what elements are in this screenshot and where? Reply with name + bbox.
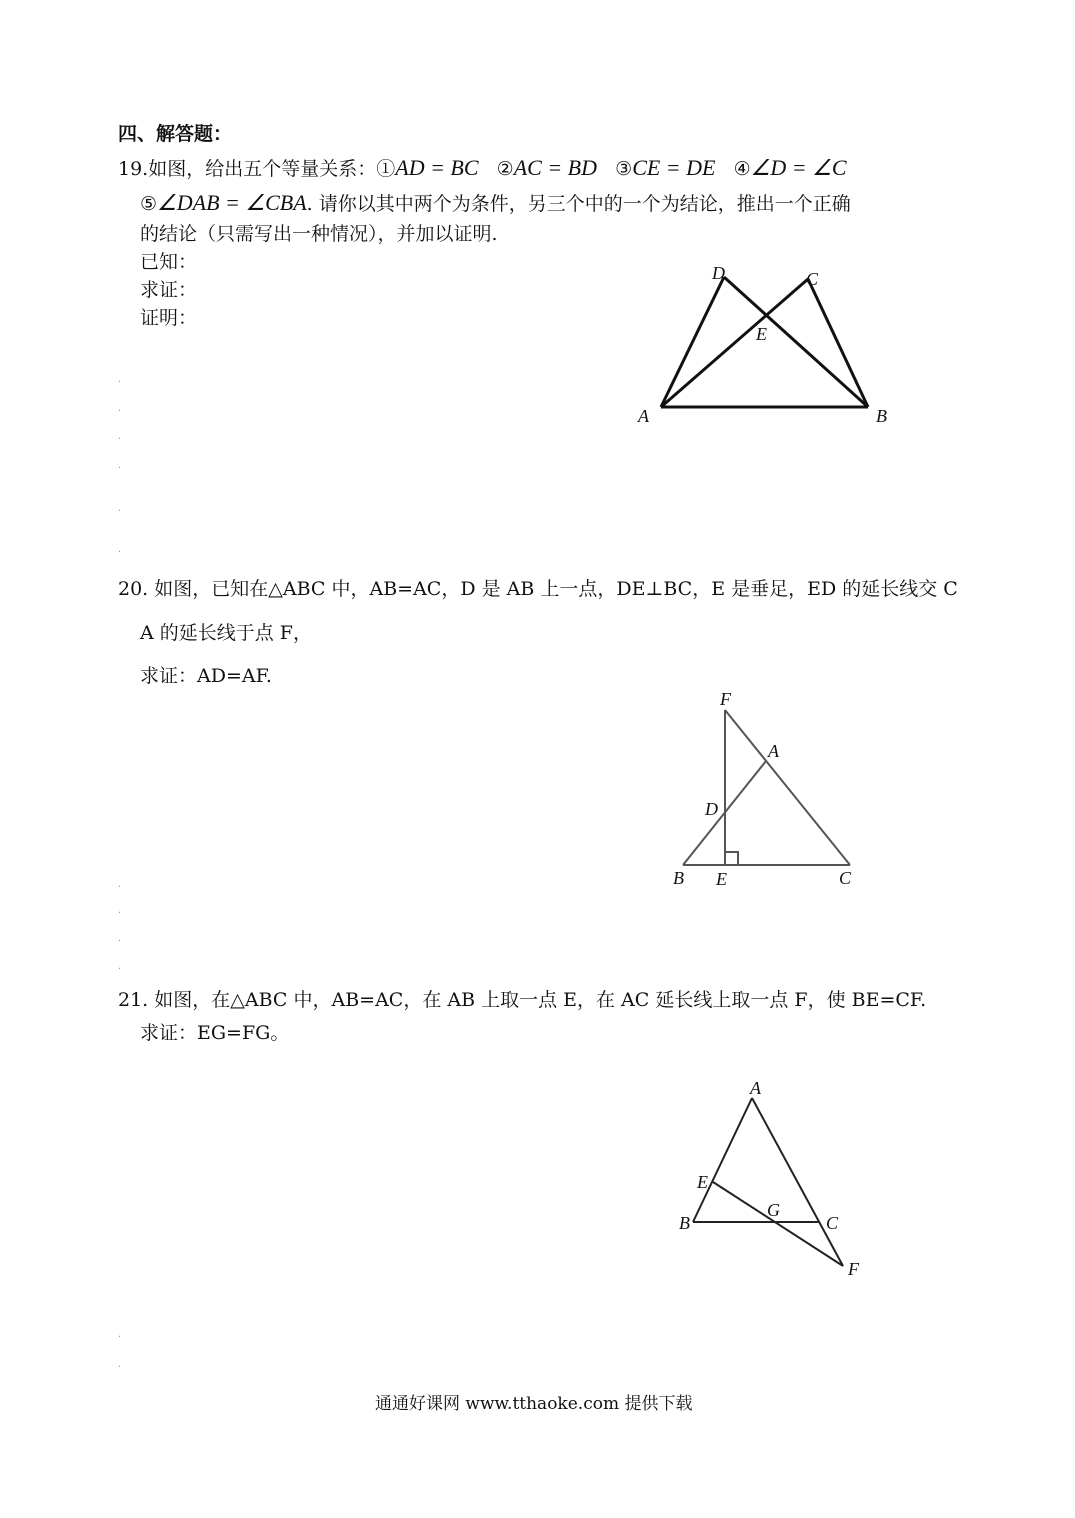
q19-rel3: CE = DE	[632, 155, 716, 180]
q19-rel2-mark: ②	[496, 158, 514, 180]
page-footer: 通通好课网 www.tthaoke.com 提供下载	[375, 1394, 693, 1414]
q19-rel4: ∠D = ∠C	[750, 155, 847, 180]
q19-line1	[118, 156, 847, 181]
q21-segment-ef	[713, 1182, 843, 1266]
q20-line2: A 的延长线于点 F，	[140, 622, 312, 644]
q21-label-f: F	[848, 1259, 859, 1279]
q21-label-g: G	[767, 1200, 780, 1220]
q19-rel5-mark: ⑤	[140, 193, 158, 215]
q19-rel1-mark: ①	[376, 158, 396, 180]
margin-dot: .	[118, 460, 122, 471]
q21-segment-af	[752, 1098, 843, 1266]
q20-label-b: B	[673, 868, 684, 888]
q21-label-c: C	[826, 1213, 839, 1233]
q21-line1: 21. 如图，在△ABC 中，AB=AC，在 AB 上取一点 E，在 AC 延长线上取一点 F，使 BE=CF.	[118, 989, 927, 1011]
q19-rel4-mark: ④	[733, 158, 751, 180]
q19-rel1: AD = BC	[395, 155, 479, 180]
q20-prove: 求证：AD=AF.	[140, 665, 272, 687]
margin-dot: .	[118, 879, 122, 890]
q20-label-e: E	[716, 869, 727, 889]
q19-prove: 求证：	[140, 279, 198, 301]
margin-dot: .	[118, 1359, 122, 1370]
q21-figure	[670, 1070, 880, 1290]
q21-prove: 求证：EG=FG。	[140, 1022, 290, 1044]
margin-dot: .	[118, 403, 122, 414]
margin-dot: .	[118, 1329, 122, 1340]
section-title: 四、解答题：	[118, 123, 233, 145]
q19-known: 已知：	[140, 251, 198, 273]
q20-figure	[665, 685, 875, 895]
q19-label-e: E	[756, 324, 767, 344]
q19-label-b: B	[876, 406, 887, 426]
q21-segment-ab	[693, 1098, 752, 1222]
q21-label-a: A	[750, 1078, 761, 1098]
margin-dot: .	[118, 544, 122, 555]
margin-dot: .	[118, 374, 122, 385]
q19-proof: 证明：	[140, 307, 198, 329]
margin-dot: .	[118, 961, 122, 972]
q21-label-b: B	[679, 1213, 690, 1233]
q20-label-d: D	[705, 799, 718, 819]
q19-number: 19.	[118, 158, 149, 180]
margin-dot: .	[118, 431, 122, 442]
margin-dot: .	[118, 503, 122, 514]
margin-dot: .	[118, 933, 122, 944]
q19-segment-ad	[661, 277, 724, 407]
q19-line2-rest: . 请你以其中两个为条件，另三个中的一个为结论，推出一个正确	[306, 193, 851, 215]
q19-line3: 的结论（只需写出一种情况），并加以证明.	[140, 223, 498, 245]
q20-line1: 20. 如图，已知在△ABC 中，AB=AC，D 是 AB 上一点，DE⊥BC，E 是垂足，ED 的延长线交 C	[118, 578, 958, 600]
q19-segment-db	[724, 277, 868, 407]
q21-label-e: E	[697, 1172, 708, 1192]
q19-rel3-mark: ③	[615, 158, 633, 180]
q19-rel2: AC = BD	[513, 155, 598, 180]
q19-label-c: C	[806, 269, 819, 289]
q19-figure	[630, 260, 910, 435]
q19-intro: 如图，给出五个等量关系：	[148, 158, 377, 180]
q19-line2	[140, 191, 851, 216]
margin-dot: .	[118, 905, 122, 916]
q20-label-c: C	[839, 868, 852, 888]
q19-label-a: A	[638, 406, 649, 426]
q19-label-d: D	[712, 263, 725, 283]
q20-right-angle-mark	[725, 852, 738, 865]
q20-label-f: F	[720, 689, 731, 709]
q19-segment-ac	[661, 279, 808, 407]
q19-rel5: ∠DAB = ∠CBA	[157, 190, 307, 215]
q20-label-a: A	[768, 741, 779, 761]
q19-segment-cb	[808, 279, 868, 407]
